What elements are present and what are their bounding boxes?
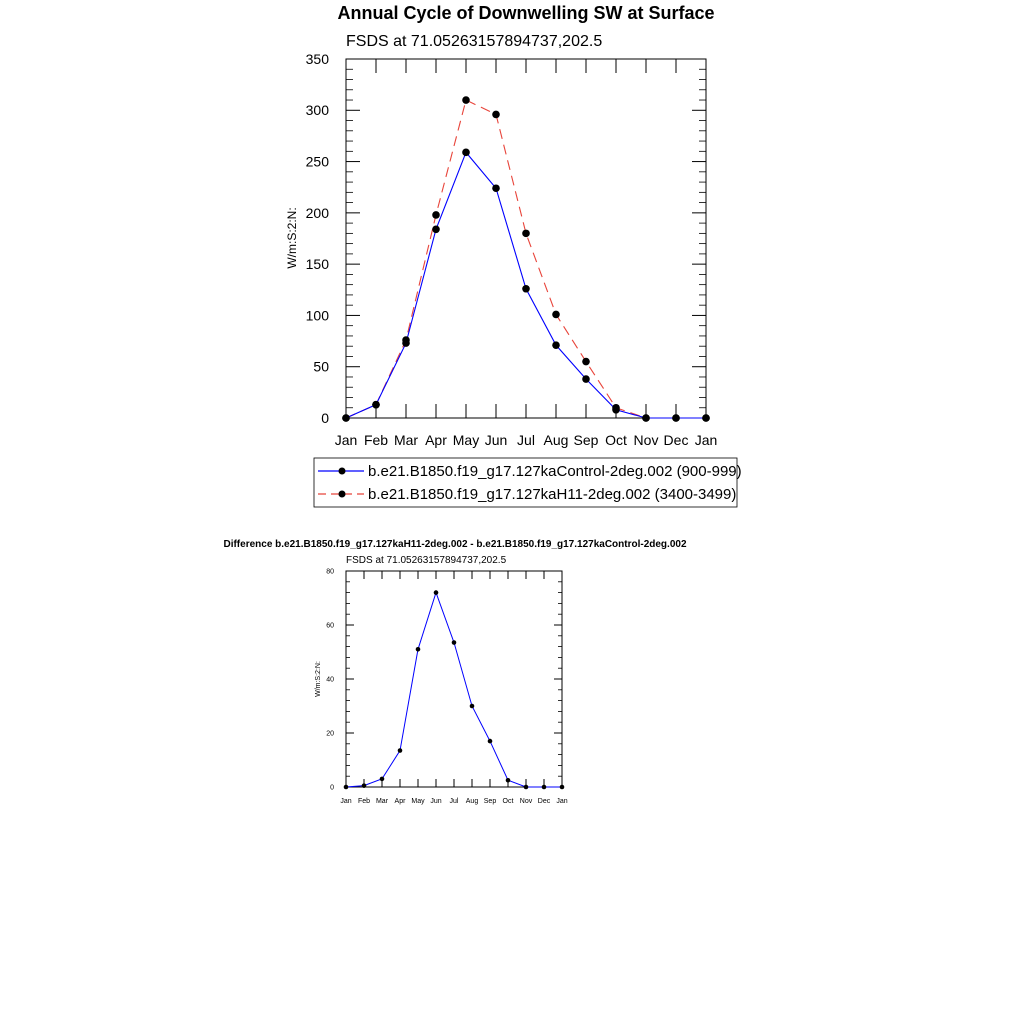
- x-tick-label: Sep: [573, 432, 599, 448]
- x-tick-label: Aug: [543, 432, 569, 448]
- x-tick-label: Jun: [484, 432, 508, 448]
- x-tick-label: Oct: [605, 432, 627, 448]
- x-tick-label: Jan: [694, 432, 718, 448]
- y-tick-label: 150: [305, 256, 329, 273]
- series-line-1: [346, 100, 706, 418]
- chart2-title: Difference b.e21.B1850.f19_g17.127kaH11-2deg.002 - b.e21.B1850.f19_g17.127kaControl-2deg.002: [223, 539, 687, 550]
- series-0-point: [522, 285, 530, 293]
- series-1-point: [582, 358, 590, 366]
- series-0-point: [492, 184, 500, 192]
- x-tick-label: Oct: [502, 798, 514, 805]
- x-tick-label: Jul: [449, 798, 459, 805]
- y-tick-label: 0: [330, 784, 334, 792]
- series-1-point: [402, 336, 410, 344]
- legend-marker-h11: [339, 491, 346, 498]
- x-tick-label: May: [411, 798, 425, 805]
- legend-marker-control: [339, 468, 346, 475]
- x-tick-label: Jan: [556, 798, 568, 805]
- series-1-point: [702, 414, 710, 422]
- series-0-point: [416, 647, 421, 652]
- series-0-point: [432, 225, 440, 233]
- plot-frame: [346, 571, 562, 787]
- series-0-point: [344, 785, 349, 790]
- chart1-ylabel: W/m:S:2:N:: [285, 207, 299, 269]
- x-tick-label: Aug: [465, 798, 479, 805]
- y-tick-label: 0: [321, 409, 329, 426]
- series-1-point: [432, 211, 440, 219]
- series-0-point: [560, 785, 565, 790]
- series-0-point: [506, 778, 511, 783]
- x-tick-label: Feb: [363, 432, 389, 448]
- x-tick-label: Apr: [425, 432, 447, 448]
- series-1-point: [522, 230, 530, 238]
- x-tick-label: Nov: [519, 798, 533, 805]
- series-0-point: [398, 748, 403, 753]
- x-tick-label: Jan: [334, 432, 358, 448]
- series-1-point: [552, 311, 560, 319]
- x-tick-label: Mar: [393, 432, 419, 448]
- y-tick-label: 200: [305, 204, 329, 221]
- x-tick-label: Nov: [633, 432, 659, 448]
- series-0-point: [362, 783, 367, 788]
- series-1-point: [612, 404, 620, 412]
- chart2-plot: [326, 568, 568, 805]
- x-tick-label: Dec: [537, 798, 551, 805]
- series-0-point: [542, 785, 547, 790]
- plot-frame: [346, 59, 706, 418]
- y-tick-label: 100: [305, 307, 329, 324]
- series-0-point: [524, 785, 529, 790]
- y-tick-label: 50: [313, 358, 329, 375]
- x-tick-label: May: [452, 432, 480, 448]
- legend-label-h11: b.e21.B1850.f19_g17.127kaH11-2deg.002 (3400-3499): [368, 486, 737, 503]
- series-line-0: [346, 593, 562, 787]
- y-tick-label: 300: [305, 102, 329, 119]
- chart1-subtitle: FSDS at 71.05263157894737,202.5: [346, 33, 603, 50]
- legend-label-control: b.e21.B1850.f19_g17.127kaControl-2deg.002 (900-999): [368, 463, 742, 480]
- series-0-point: [582, 375, 590, 383]
- series-1-point: [342, 414, 350, 422]
- chart1-title: Annual Cycle of Downwelling SW at Surface: [337, 3, 715, 23]
- y-tick-label: 350: [305, 50, 329, 67]
- x-tick-label: Jun: [430, 798, 442, 805]
- y-tick-label: 250: [305, 153, 329, 170]
- series-0-point: [552, 341, 560, 349]
- chart2-ylabel: W/m:S:2:N:: [315, 661, 322, 697]
- x-tick-label: Sep: [483, 798, 497, 805]
- y-tick-label: 20: [326, 730, 334, 738]
- series-0-point: [470, 704, 475, 709]
- x-tick-label: Feb: [357, 798, 371, 805]
- x-tick-label: Dec: [663, 432, 689, 448]
- y-tick-label: 40: [326, 676, 334, 684]
- series-0-point: [380, 777, 385, 782]
- series-0-point: [434, 590, 439, 595]
- chart2-subtitle: FSDS at 71.05263157894737,202.5: [346, 555, 507, 566]
- series-0-point: [452, 640, 457, 645]
- y-tick-label: 60: [326, 622, 334, 630]
- x-tick-label: Jul: [517, 432, 535, 448]
- series-1-point: [642, 414, 650, 422]
- x-tick-label: Mar: [375, 798, 389, 805]
- series-0-point: [462, 149, 470, 157]
- series-1-point: [672, 414, 680, 422]
- series-0-point: [488, 739, 493, 744]
- series-1-point: [372, 401, 380, 409]
- y-tick-label: 80: [326, 568, 334, 576]
- chart1-plot: [306, 51, 718, 448]
- x-tick-label: Jan: [340, 798, 352, 805]
- series-1-point: [492, 111, 500, 119]
- series-1-point: [462, 96, 470, 104]
- chart1-legend: [314, 458, 742, 507]
- x-tick-label: Apr: [394, 798, 406, 805]
